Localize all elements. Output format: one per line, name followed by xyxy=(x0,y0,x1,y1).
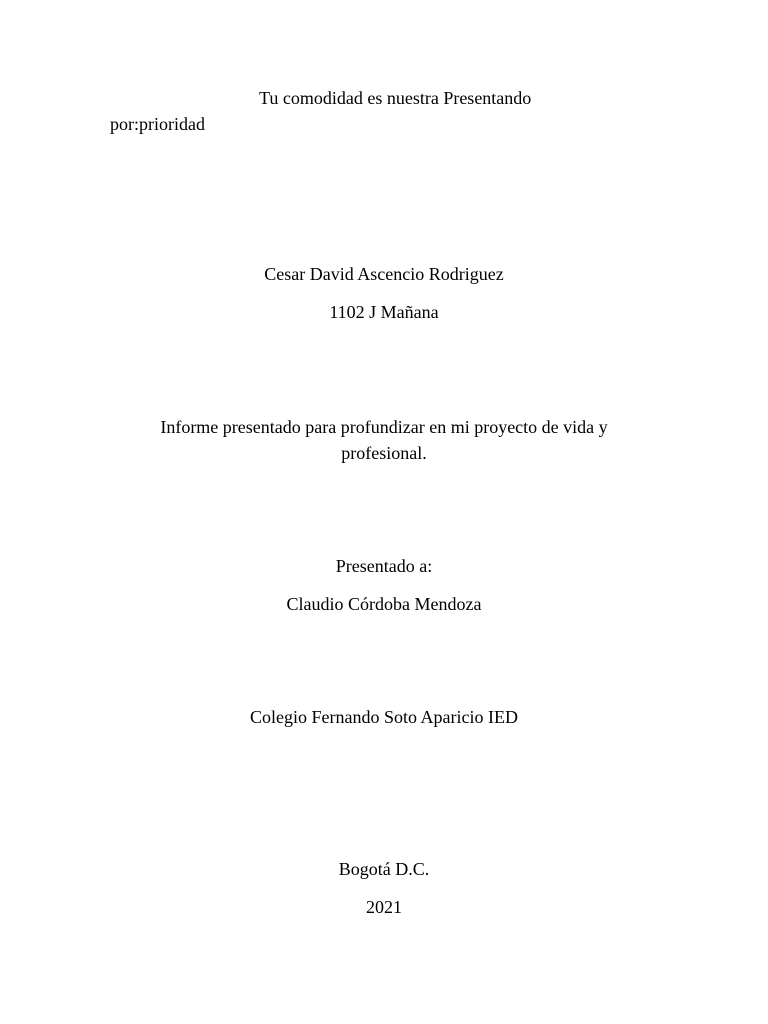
report-description-line-2: profesional. xyxy=(341,443,427,463)
city: Bogotá D.C. xyxy=(338,859,430,879)
author-group: 1102 J Mañana xyxy=(329,302,439,322)
presented-to-label: Presentado a: xyxy=(335,556,433,576)
report-description-line-1: Informe presentado para profundizar en mi proyecto de vida y xyxy=(160,417,608,437)
year: 2021 xyxy=(366,897,402,917)
title-line-1: Tu comodidad es nuestra Presentando xyxy=(259,88,532,108)
presented-to-name: Claudio Córdoba Mendoza xyxy=(286,594,482,614)
school-name: Colegio Fernando Soto Aparicio IED xyxy=(250,707,518,727)
author-name: Cesar David Ascencio Rodriguez xyxy=(264,264,504,284)
title-line-2: por:prioridad xyxy=(110,114,205,134)
